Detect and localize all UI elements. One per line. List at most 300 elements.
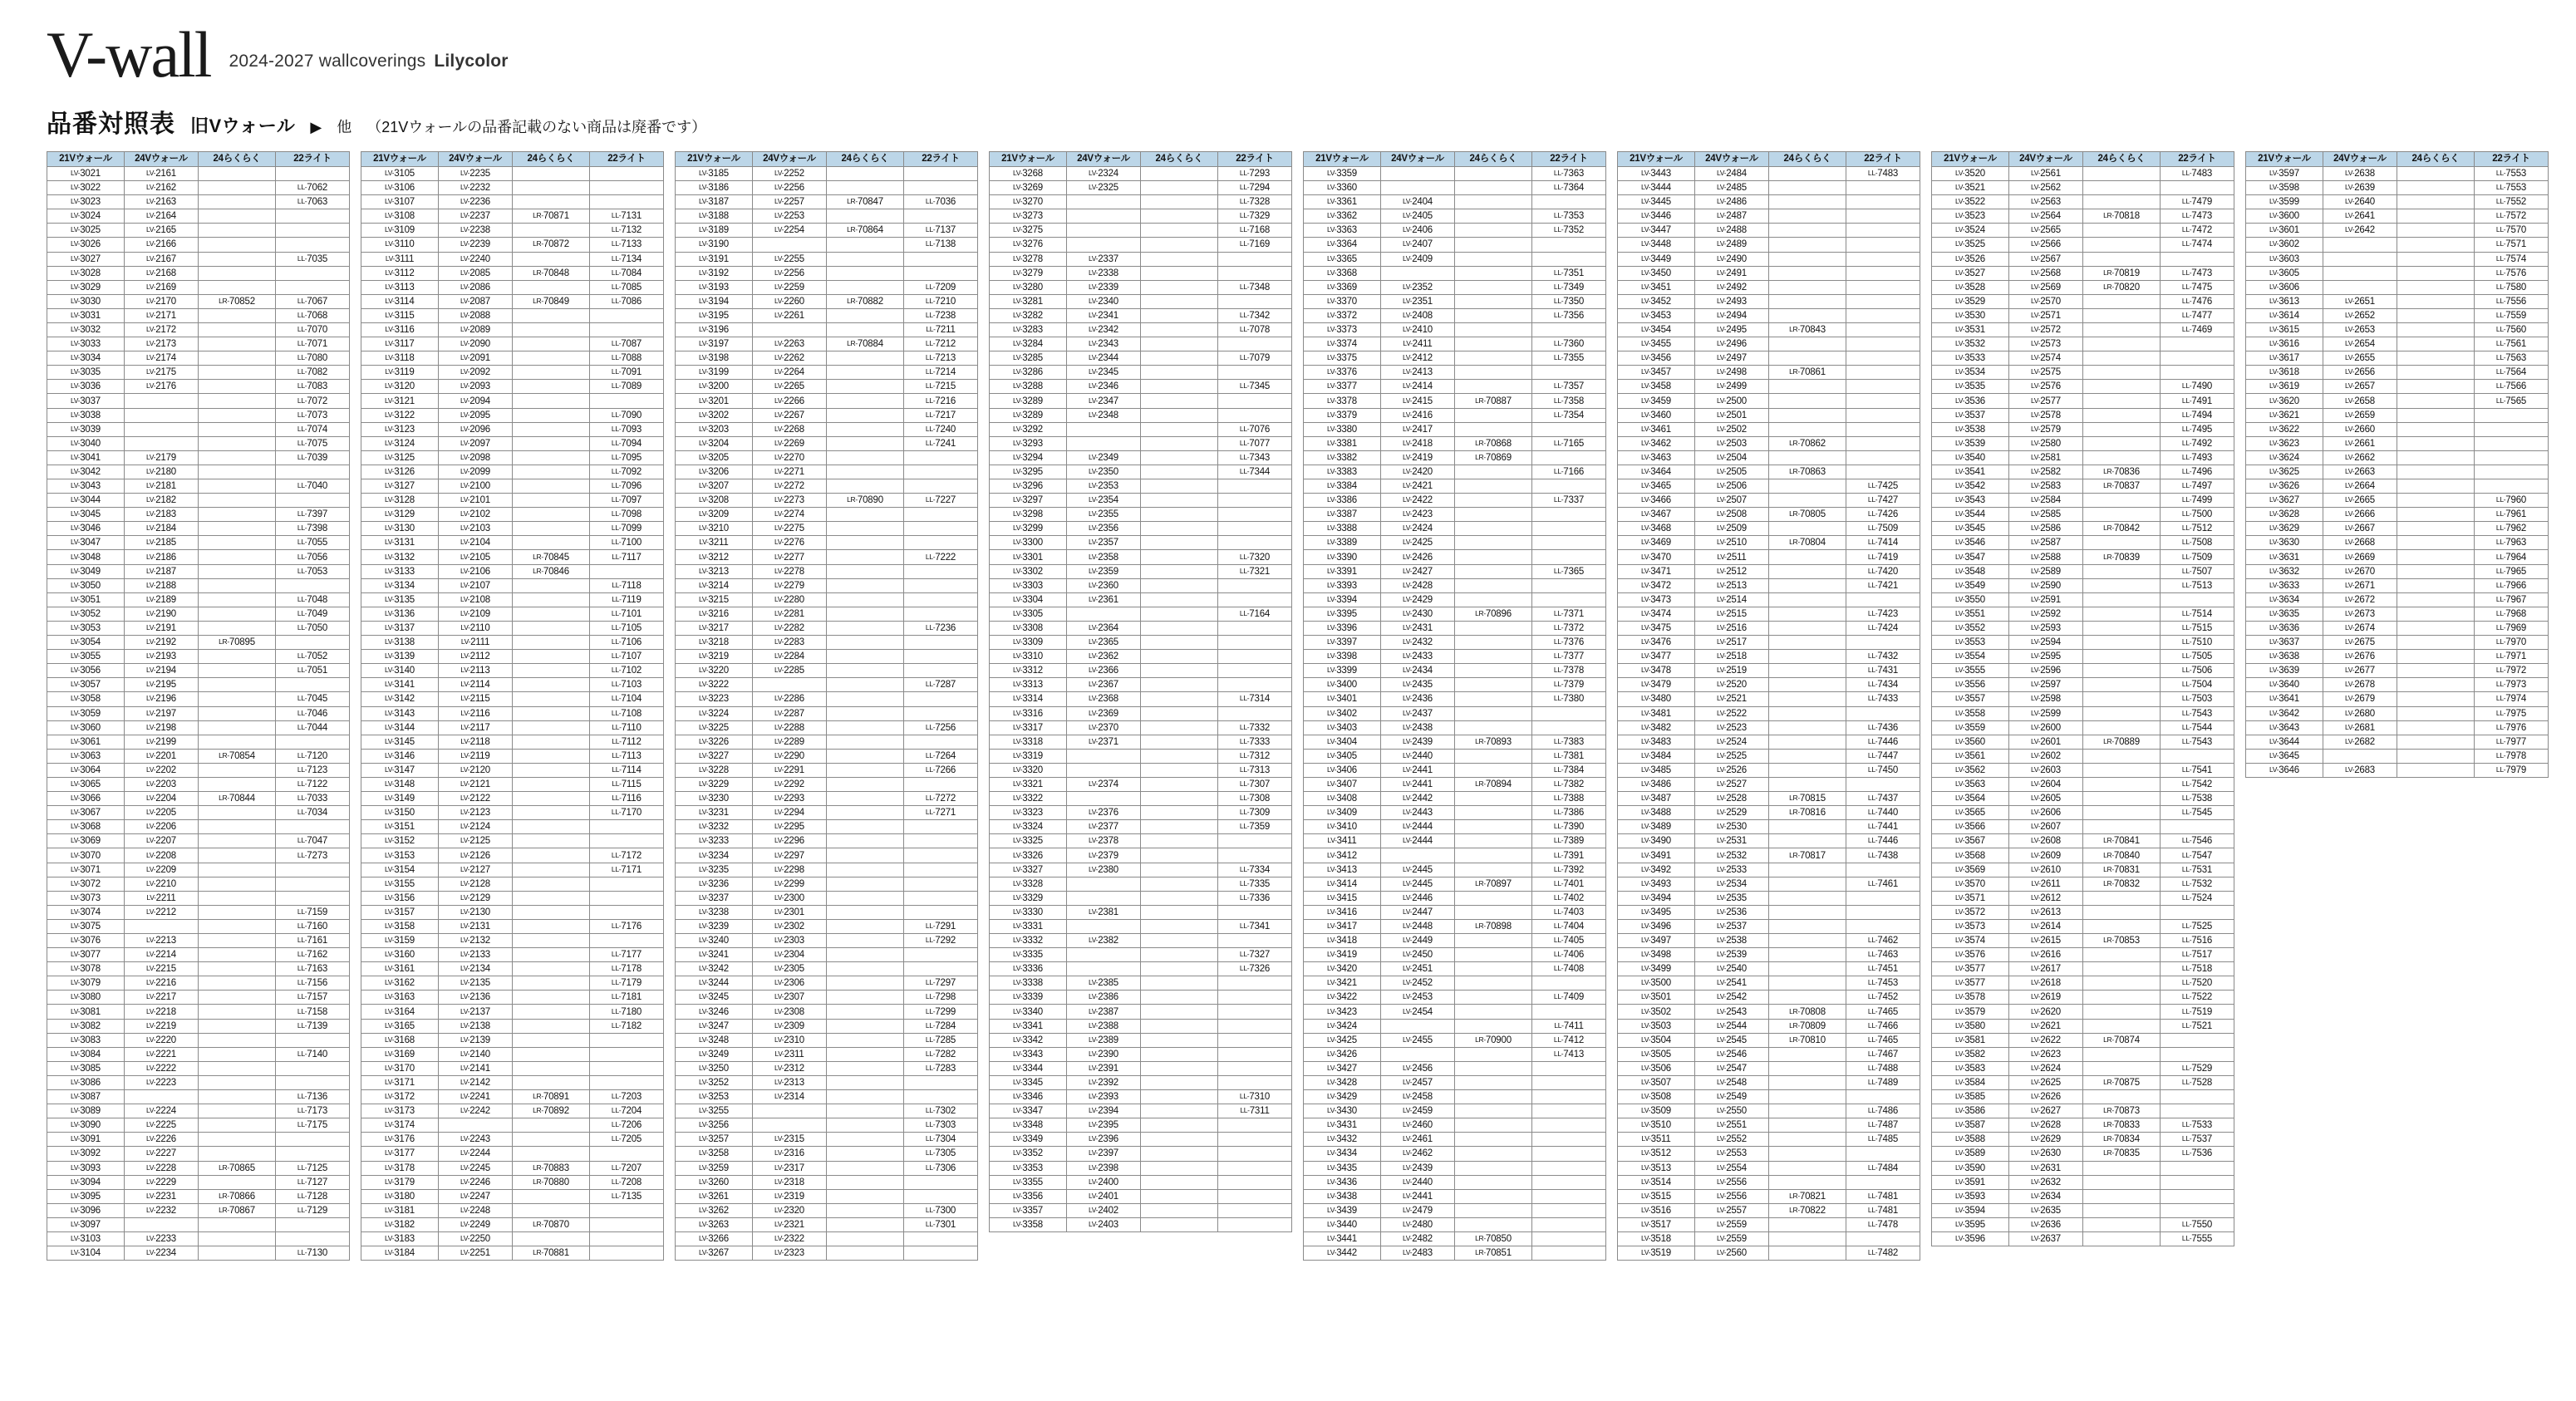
table-row — [361, 1133, 664, 1147]
table-row — [990, 962, 1292, 976]
cell: LL-7137 — [904, 224, 978, 238]
cell: LV-3542 — [1932, 479, 2009, 494]
cell: LV-3059 — [47, 706, 125, 720]
cell — [827, 976, 904, 991]
cell — [2397, 706, 2475, 720]
cell: LV-3615 — [2246, 322, 2323, 337]
cell: LV-3475 — [1618, 621, 1695, 635]
cell: LV-3263 — [676, 1217, 753, 1231]
cell: LL-7156 — [276, 976, 350, 991]
cell — [827, 366, 904, 380]
cell: LV-2261 — [753, 308, 827, 322]
cell: LV-2654 — [2323, 337, 2397, 351]
cell: LL-7217 — [904, 408, 978, 422]
cell: LV-3477 — [1618, 650, 1695, 664]
cell: LV-2441 — [1381, 763, 1455, 777]
cell — [1141, 991, 1218, 1005]
cell — [1846, 351, 1920, 366]
cell — [904, 863, 978, 877]
cell: LV-3410 — [1304, 820, 1381, 834]
cell — [125, 436, 199, 450]
cell — [904, 450, 978, 465]
table-row — [1932, 224, 2234, 238]
cell: LV-2603 — [2009, 763, 2083, 777]
cell: LV-3595 — [1932, 1217, 2009, 1231]
cell — [1455, 422, 1532, 436]
cell: LV-3216 — [676, 607, 753, 621]
cell — [1532, 366, 1606, 380]
cell: LV-2391 — [1067, 1061, 1141, 1075]
cell — [2397, 394, 2475, 408]
cell: LV-3157 — [361, 905, 439, 919]
cell: LV-2137 — [439, 1005, 513, 1019]
cell: LV-3597 — [2246, 166, 2323, 180]
cell — [1769, 224, 1846, 238]
cell: LV-3516 — [1618, 1203, 1695, 1217]
cell — [1141, 777, 1218, 791]
cell: LV-2133 — [439, 948, 513, 962]
cell: LV-3552 — [1932, 621, 2009, 635]
table-row — [47, 1104, 350, 1118]
table-row — [2246, 209, 2549, 224]
cell: LV-2658 — [2323, 394, 2397, 408]
cell — [2083, 308, 2161, 322]
table-row — [990, 863, 1292, 877]
cell: LV-3374 — [1304, 337, 1381, 351]
cell: LV-2302 — [753, 919, 827, 933]
cell: LV-3079 — [47, 976, 125, 991]
cell: LV-2118 — [439, 735, 513, 749]
cell: LV-2446 — [1381, 891, 1455, 905]
cell — [1769, 238, 1846, 252]
table-row — [1932, 1075, 2234, 1089]
cell — [199, 763, 276, 777]
cell: LV-2580 — [2009, 436, 2083, 450]
table-row — [990, 1203, 1292, 1217]
cell: LV-3645 — [2246, 749, 2323, 763]
cell: LV-2315 — [753, 1133, 827, 1147]
table-row — [990, 238, 1292, 252]
table-row — [676, 1133, 978, 1147]
cell: LV-3026 — [47, 238, 125, 252]
cell: LV-3037 — [47, 394, 125, 408]
table-row — [1304, 820, 1606, 834]
cell: LL-7975 — [2475, 706, 2549, 720]
table-row — [47, 1118, 350, 1133]
cell: LL-7273 — [276, 848, 350, 863]
cell — [2397, 508, 2475, 522]
cell: LV-3169 — [361, 1047, 439, 1061]
cell: LL-7096 — [590, 479, 664, 494]
cell: LV-3622 — [2246, 422, 2323, 436]
cell: LV-3043 — [47, 479, 125, 494]
cell: LV-2239 — [439, 238, 513, 252]
cell — [513, 607, 590, 621]
cell: LV-2168 — [125, 266, 199, 280]
cell: LR-70866 — [199, 1189, 276, 1203]
cell — [1769, 934, 1846, 948]
cell: LL-7301 — [904, 1217, 978, 1231]
cell: LV-2267 — [753, 408, 827, 422]
table-block — [47, 151, 350, 1261]
cell — [1141, 308, 1218, 322]
cell: LV-2349 — [1067, 450, 1141, 465]
cell: LV-3027 — [47, 252, 125, 266]
cell: LL-7133 — [590, 238, 664, 252]
cell — [1532, 252, 1606, 266]
cell — [1455, 976, 1532, 991]
cell: LV-2338 — [1067, 266, 1141, 280]
cell — [1218, 905, 1292, 919]
cell — [1769, 592, 1846, 607]
cell: LV-2352 — [1381, 280, 1455, 294]
cell: LV-2415 — [1381, 394, 1455, 408]
cell: LV-3154 — [361, 863, 439, 877]
cell: LR-70817 — [1769, 848, 1846, 863]
cell: LV-2629 — [2009, 1133, 2083, 1147]
cell: LV-3434 — [1304, 1147, 1381, 1161]
cell: LV-2594 — [2009, 636, 2083, 650]
cell: LV-2256 — [753, 266, 827, 280]
table-row — [676, 1118, 978, 1133]
cell — [1218, 508, 1292, 522]
cell — [439, 1118, 513, 1133]
cell: LV-2310 — [753, 1033, 827, 1047]
cell: LV-2516 — [1695, 621, 1769, 635]
cell: LV-3303 — [990, 578, 1067, 592]
table-row — [361, 592, 664, 607]
table-row — [676, 592, 978, 607]
table-row — [361, 564, 664, 578]
cell — [1141, 592, 1218, 607]
cell: LL-7476 — [2161, 294, 2234, 308]
table-row — [676, 322, 978, 337]
cell: LL-7499 — [2161, 494, 2234, 508]
cell: LL-7303 — [904, 1118, 978, 1133]
cell — [753, 678, 827, 692]
table-row — [361, 749, 664, 763]
table-row — [361, 1246, 664, 1261]
cell — [1455, 252, 1532, 266]
table-row — [1618, 962, 1920, 976]
cell — [2475, 422, 2549, 436]
cell — [1218, 1005, 1292, 1019]
table-block — [1303, 151, 1606, 1261]
cell — [1769, 1090, 1846, 1104]
cell — [199, 578, 276, 592]
table-row — [361, 522, 664, 536]
cell: LV-3248 — [676, 1033, 753, 1047]
table-row — [990, 1118, 1292, 1133]
cell: LV-3163 — [361, 991, 439, 1005]
cell: LV-2243 — [439, 1133, 513, 1147]
cell — [2397, 195, 2475, 209]
cell — [827, 636, 904, 650]
cell: LV-3561 — [1932, 749, 2009, 763]
table-row — [1304, 1061, 1606, 1075]
cell — [199, 1005, 276, 1019]
cell — [1141, 948, 1218, 962]
cell: LV-3238 — [676, 905, 753, 919]
cell: LV-2569 — [2009, 280, 2083, 294]
cell: LV-3158 — [361, 919, 439, 933]
cell: LL-7546 — [2161, 834, 2234, 848]
table-row — [676, 465, 978, 479]
cell: LV-3407 — [1304, 777, 1381, 791]
table-row — [676, 1231, 978, 1246]
cell: LV-2234 — [125, 1246, 199, 1261]
cell: LV-3177 — [361, 1147, 439, 1161]
cell: LR-70852 — [199, 294, 276, 308]
table-row — [676, 366, 978, 380]
cell: LV-3046 — [47, 522, 125, 536]
cell: LV-2567 — [2009, 252, 2083, 266]
cell: LR-70869 — [1455, 450, 1532, 465]
cell: LL-7413 — [1532, 1047, 1606, 1061]
cell — [2397, 664, 2475, 678]
cell: LV-2596 — [2009, 664, 2083, 678]
cell: LV-3483 — [1618, 735, 1695, 749]
cell: LL-7478 — [1846, 1217, 1920, 1231]
cell: LV-2564 — [2009, 209, 2083, 224]
cell: LV-3509 — [1618, 1104, 1695, 1118]
cell — [2083, 436, 2161, 450]
cell: LV-2128 — [439, 877, 513, 891]
table-row — [47, 1147, 350, 1161]
cell: LL-7968 — [2475, 607, 2549, 621]
cell: LV-2091 — [439, 351, 513, 366]
cell: LV-3338 — [990, 976, 1067, 991]
cell: LL-7053 — [276, 564, 350, 578]
cell: LV-3198 — [676, 351, 753, 366]
cell: LV-3486 — [1618, 777, 1695, 791]
cell: LV-2232 — [125, 1203, 199, 1217]
cell: LV-2292 — [753, 777, 827, 791]
cell — [199, 1217, 276, 1231]
cell: LV-3273 — [990, 209, 1067, 224]
cell: LV-3022 — [47, 181, 125, 195]
table-row — [1932, 380, 2234, 394]
cell: LL-7976 — [2475, 720, 2549, 735]
cell: LV-2455 — [1381, 1033, 1455, 1047]
cell: LV-3359 — [1304, 166, 1381, 180]
table-row — [1618, 308, 1920, 322]
cell — [2083, 1047, 2161, 1061]
table-row — [361, 1147, 664, 1161]
cell: LV-3335 — [990, 948, 1067, 962]
cell — [827, 1005, 904, 1019]
cell — [2083, 1019, 2161, 1033]
cell: LV-2394 — [1067, 1104, 1141, 1118]
cell: LV-3194 — [676, 294, 753, 308]
cell — [827, 720, 904, 735]
cell: LV-2134 — [439, 962, 513, 976]
cell: LV-2116 — [439, 706, 513, 720]
table-row — [676, 266, 978, 280]
table-row — [47, 678, 350, 692]
table-row — [676, 848, 978, 863]
cell — [199, 806, 276, 820]
cell: LV-3056 — [47, 664, 125, 678]
cell: LV-2251 — [439, 1246, 513, 1261]
cell: LV-3394 — [1304, 592, 1381, 607]
cell — [513, 1075, 590, 1089]
cell: LV-2340 — [1067, 294, 1141, 308]
cell: LV-3430 — [1304, 1104, 1381, 1118]
cell: LL-7079 — [1218, 351, 1292, 366]
cell: LV-3133 — [361, 564, 439, 578]
cell: LL-7348 — [1218, 280, 1292, 294]
table-row — [676, 664, 978, 678]
table-row — [676, 934, 978, 948]
cell: LV-2407 — [1381, 238, 1455, 252]
cell — [904, 820, 978, 834]
cell: LV-3192 — [676, 266, 753, 280]
table-row — [361, 224, 664, 238]
cell: LV-2303 — [753, 934, 827, 948]
cell: LV-3081 — [47, 1005, 125, 1019]
cell — [2083, 678, 2161, 692]
table-row — [1304, 692, 1606, 706]
cell — [1455, 720, 1532, 735]
table-row — [1304, 934, 1606, 948]
cell: LV-3316 — [990, 706, 1067, 720]
cell — [827, 1104, 904, 1118]
cell: LV-2217 — [125, 991, 199, 1005]
table-row — [676, 621, 978, 635]
cell: LL-7302 — [904, 1104, 978, 1118]
cell: LV-3419 — [1304, 948, 1381, 962]
table-row — [47, 422, 350, 436]
cell: LV-3208 — [676, 494, 753, 508]
table-row — [361, 465, 664, 479]
table-row — [361, 905, 664, 919]
cell: LV-3591 — [1932, 1175, 2009, 1189]
cell — [276, 266, 350, 280]
cell: LV-3635 — [2246, 607, 2323, 621]
cell — [1141, 1075, 1218, 1089]
cell: LL-7357 — [1532, 380, 1606, 394]
cell: LV-3494 — [1618, 891, 1695, 905]
cell: LL-7208 — [590, 1175, 664, 1189]
cell: LV-3641 — [2246, 692, 2323, 706]
cell — [1769, 351, 1846, 366]
table-row — [990, 664, 1292, 678]
cell: LV-3242 — [676, 962, 753, 976]
cell: LV-3148 — [361, 777, 439, 791]
table-row — [361, 948, 664, 962]
table-row — [1618, 636, 1920, 650]
cell: LL-7047 — [276, 834, 350, 848]
cell — [1846, 422, 1920, 436]
cell: LV-2127 — [439, 863, 513, 877]
cell — [1218, 1075, 1292, 1089]
table-row — [1618, 252, 1920, 266]
cell: LL-7084 — [590, 266, 664, 280]
cell: LV-2254 — [753, 224, 827, 238]
table-row — [990, 1033, 1292, 1047]
cell — [199, 735, 276, 749]
cell: LV-3200 — [676, 380, 753, 394]
table-row — [361, 1033, 664, 1047]
cell: LV-2142 — [439, 1075, 513, 1089]
cell: LV-3237 — [676, 891, 753, 905]
cell: LV-2368 — [1067, 692, 1141, 706]
cell: LV-2593 — [2009, 621, 2083, 635]
cell: LV-3512 — [1618, 1147, 1695, 1161]
cell: LL-7164 — [1218, 607, 1292, 621]
cell — [1769, 564, 1846, 578]
cell: LV-3289 — [990, 394, 1067, 408]
cell: LV-3389 — [1304, 536, 1381, 550]
cell — [904, 536, 978, 550]
cell: LV-3326 — [990, 848, 1067, 863]
cell: LV-2590 — [2009, 578, 2083, 592]
table-row — [1932, 238, 2234, 252]
cell: LV-3524 — [1932, 224, 2009, 238]
table-row — [990, 1161, 1292, 1175]
cell — [904, 1075, 978, 1089]
cell: LR-70836 — [2083, 465, 2161, 479]
cell — [2397, 479, 2475, 494]
cell: LV-3178 — [361, 1161, 439, 1175]
cell: LL-7342 — [1218, 308, 1292, 322]
cell: LL-7436 — [1846, 720, 1920, 735]
cell — [1455, 664, 1532, 678]
cell: LL-7555 — [2161, 1231, 2234, 1246]
cell: LV-2665 — [2323, 494, 2397, 508]
cell: LV-2679 — [2323, 692, 2397, 706]
cell: LL-7466 — [1846, 1019, 1920, 1033]
cell: LV-3247 — [676, 1019, 753, 1033]
cell: LR-70867 — [199, 1203, 276, 1217]
cell: LR-70896 — [1455, 607, 1532, 621]
cell — [513, 678, 590, 692]
cell — [2161, 1090, 2234, 1104]
cell: LL-7402 — [1532, 891, 1606, 905]
table-row — [1304, 1189, 1606, 1203]
cell: LV-2244 — [439, 1147, 513, 1161]
cell: LV-3362 — [1304, 209, 1381, 224]
cell: LV-2385 — [1067, 976, 1141, 991]
cell — [1067, 919, 1141, 933]
cell: LR-70841 — [2083, 834, 2161, 848]
cell — [1218, 592, 1292, 607]
comparison-table — [361, 151, 664, 1261]
cell — [1846, 238, 1920, 252]
table-row — [676, 252, 978, 266]
cell — [1141, 891, 1218, 905]
cell: LV-2677 — [2323, 664, 2397, 678]
cell: LV-3510 — [1618, 1118, 1695, 1133]
cell: LV-2121 — [439, 777, 513, 791]
cell — [2083, 564, 2161, 578]
cell: LV-2171 — [125, 308, 199, 322]
table-row — [2246, 195, 2549, 209]
cell: LV-3613 — [2246, 294, 2323, 308]
table-row — [676, 294, 978, 308]
cell — [1218, 678, 1292, 692]
cell: LV-2262 — [753, 351, 827, 366]
table-row — [990, 991, 1292, 1005]
cell — [1455, 905, 1532, 919]
cell — [1141, 692, 1218, 706]
cell: LV-2601 — [2009, 735, 2083, 749]
cell: LL-7485 — [1846, 1133, 1920, 1147]
cell — [1455, 1047, 1532, 1061]
table-row — [2246, 494, 2549, 508]
cell: LV-2323 — [753, 1246, 827, 1261]
